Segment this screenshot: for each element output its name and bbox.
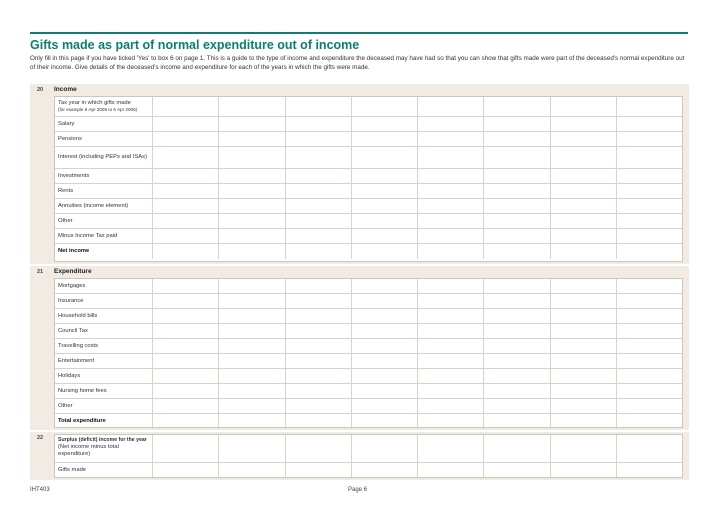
input-cell[interactable] — [219, 147, 285, 168]
input-cell[interactable] — [352, 369, 418, 383]
input-cell[interactable] — [418, 117, 484, 131]
input-cell[interactable] — [617, 169, 682, 183]
input-cell[interactable] — [153, 117, 219, 131]
row-label: Interest (including PEPs and ISAs) — [55, 147, 153, 168]
surplus-section — [30, 432, 689, 480]
input-cell[interactable] — [219, 279, 285, 293]
input-cell[interactable] — [219, 463, 285, 477]
input-cell[interactable] — [484, 324, 550, 338]
input-cell[interactable] — [153, 97, 219, 116]
input-cell[interactable] — [484, 214, 550, 228]
input-cell[interactable] — [617, 184, 682, 198]
header-rule — [30, 32, 688, 34]
input-cell[interactable] — [286, 294, 352, 308]
input-cell[interactable] — [418, 279, 484, 293]
input-cell[interactable] — [286, 414, 352, 429]
intro-text: Only fill in this page if you have ticked 'Yes' to box 6 on page 1. This is a guide to the type of income and expenditure the deceased may have had so that you can show that gifts made were part of the deceased's normal expenditure out of their income. Give details of the deceased's income and expenditure for each of the years in which the gifts were made. — [30, 55, 685, 71]
input-cell[interactable] — [551, 369, 617, 383]
table-row — [55, 229, 682, 244]
input-cell[interactable] — [617, 147, 682, 168]
input-cell[interactable] — [219, 229, 285, 243]
row-label: Other — [55, 214, 153, 228]
input-cell[interactable] — [286, 244, 352, 259]
table-row — [55, 339, 682, 354]
input-cell[interactable] — [617, 463, 682, 477]
input-cell[interactable] — [484, 117, 550, 131]
input-cell[interactable] — [352, 294, 418, 308]
input-cell[interactable] — [551, 279, 617, 293]
total-label: Net income — [55, 244, 153, 259]
input-cell[interactable] — [219, 214, 285, 228]
input-cell[interactable] — [153, 399, 219, 413]
input-cell[interactable] — [352, 309, 418, 323]
input-cell[interactable] — [617, 294, 682, 308]
section-number: 21 — [37, 269, 44, 275]
input-cell[interactable] — [219, 117, 285, 131]
input-cell[interactable] — [418, 435, 484, 462]
input-cell[interactable] — [153, 384, 219, 398]
input-cell[interactable] — [153, 169, 219, 183]
input-cell[interactable] — [352, 199, 418, 213]
input-cell[interactable] — [484, 309, 550, 323]
input-cell[interactable] — [153, 435, 219, 462]
tax-year-label: Tax year in which gifts made (for example 6 Apr 2005 to 5 Apr 2006) — [55, 97, 153, 116]
input-cell[interactable] — [286, 147, 352, 168]
input-cell[interactable] — [617, 229, 682, 243]
input-cell[interactable] — [286, 169, 352, 183]
input-cell[interactable] — [153, 309, 219, 323]
input-cell[interactable] — [219, 199, 285, 213]
row-label: Entertainment — [55, 354, 153, 368]
input-cell[interactable] — [617, 214, 682, 228]
input-cell[interactable] — [352, 414, 418, 429]
input-cell[interactable] — [484, 184, 550, 198]
input-cell[interactable] — [219, 132, 285, 146]
table-row — [55, 279, 682, 294]
input-cell[interactable] — [551, 244, 617, 259]
row-label: Pensions — [55, 132, 153, 146]
input-cell[interactable] — [484, 229, 550, 243]
input-cell[interactable] — [484, 244, 550, 259]
section-title: Expenditure — [54, 268, 92, 275]
row-label: Council Tax — [55, 324, 153, 338]
row-label: Rents — [55, 184, 153, 198]
input-cell[interactable] — [484, 147, 550, 168]
section-number: 22 — [37, 435, 44, 441]
input-cell[interactable] — [551, 199, 617, 213]
input-cell[interactable] — [551, 384, 617, 398]
section-title: Income — [54, 86, 77, 93]
input-cell[interactable] — [219, 324, 285, 338]
input-cell[interactable] — [286, 463, 352, 477]
table-row — [55, 399, 682, 414]
input-cell[interactable] — [617, 354, 682, 368]
table-row — [55, 384, 682, 399]
input-cell[interactable] — [153, 339, 219, 353]
input-cell[interactable] — [418, 244, 484, 259]
input-cell[interactable] — [286, 229, 352, 243]
table-row — [55, 169, 682, 184]
input-cell[interactable] — [219, 339, 285, 353]
input-cell[interactable] — [153, 199, 219, 213]
input-cell[interactable] — [617, 199, 682, 213]
input-cell[interactable] — [617, 399, 682, 413]
input-cell[interactable] — [352, 244, 418, 259]
input-cell[interactable] — [286, 184, 352, 198]
table-row — [55, 132, 682, 147]
input-cell[interactable] — [352, 435, 418, 462]
input-cell[interactable] — [418, 169, 484, 183]
input-cell[interactable] — [153, 414, 219, 429]
input-cell[interactable] — [551, 435, 617, 462]
form-code: IHT403 — [30, 487, 50, 493]
input-cell[interactable] — [484, 169, 550, 183]
input-cell[interactable] — [484, 414, 550, 429]
input-cell[interactable] — [153, 184, 219, 198]
input-cell[interactable] — [286, 97, 352, 116]
input-cell[interactable] — [352, 147, 418, 168]
input-cell[interactable] — [551, 147, 617, 168]
input-cell[interactable] — [352, 279, 418, 293]
input-cell[interactable] — [352, 339, 418, 353]
input-cell[interactable] — [617, 414, 682, 429]
input-cell[interactable] — [418, 309, 484, 323]
input-cell[interactable] — [286, 214, 352, 228]
input-cell[interactable] — [617, 384, 682, 398]
input-cell[interactable] — [352, 354, 418, 368]
input-cell[interactable] — [352, 463, 418, 477]
input-cell[interactable] — [286, 199, 352, 213]
input-cell[interactable] — [286, 369, 352, 383]
table-row — [55, 97, 682, 117]
input-cell[interactable] — [219, 184, 285, 198]
input-cell[interactable] — [219, 384, 285, 398]
input-cell[interactable] — [617, 324, 682, 338]
input-cell[interactable] — [219, 354, 285, 368]
input-cell[interactable] — [617, 117, 682, 131]
input-cell[interactable] — [153, 214, 219, 228]
input-cell[interactable] — [352, 97, 418, 116]
input-cell[interactable] — [484, 463, 550, 477]
input-cell[interactable] — [551, 324, 617, 338]
input-cell[interactable] — [551, 117, 617, 131]
input-cell[interactable] — [551, 463, 617, 477]
input-cell[interactable] — [617, 339, 682, 353]
input-cell[interactable] — [352, 169, 418, 183]
input-cell[interactable] — [418, 199, 484, 213]
input-cell[interactable] — [484, 199, 550, 213]
table-row — [55, 184, 682, 199]
table-row — [55, 117, 682, 132]
input-cell[interactable] — [551, 184, 617, 198]
total-label: Total expenditure — [55, 414, 153, 429]
input-cell[interactable] — [153, 354, 219, 368]
input-cell[interactable] — [352, 117, 418, 131]
input-cell[interactable] — [617, 279, 682, 293]
input-cell[interactable] — [219, 399, 285, 413]
input-cell[interactable] — [551, 399, 617, 413]
input-cell[interactable] — [617, 435, 682, 462]
row-label: Travelling costs — [55, 339, 153, 353]
input-cell[interactable] — [418, 369, 484, 383]
table-row — [55, 463, 682, 477]
input-cell[interactable] — [352, 384, 418, 398]
input-cell[interactable] — [551, 414, 617, 429]
income-grid — [54, 96, 683, 262]
input-cell[interactable] — [617, 369, 682, 383]
input-cell[interactable] — [286, 384, 352, 398]
input-cell[interactable] — [352, 184, 418, 198]
input-cell[interactable] — [418, 339, 484, 353]
table-row — [55, 147, 682, 169]
input-cell[interactable] — [219, 309, 285, 323]
input-cell[interactable] — [219, 294, 285, 308]
gifts-made-label: Gifts made — [55, 463, 153, 477]
input-cell[interactable] — [286, 132, 352, 146]
input-cell[interactable] — [153, 244, 219, 259]
input-cell[interactable] — [153, 147, 219, 168]
input-cell[interactable] — [352, 229, 418, 243]
row-label: Investments — [55, 169, 153, 183]
table-row — [55, 324, 682, 339]
expenditure-section — [30, 266, 689, 430]
input-cell[interactable] — [352, 132, 418, 146]
input-cell[interactable] — [153, 229, 219, 243]
input-cell[interactable] — [617, 309, 682, 323]
input-cell[interactable] — [484, 279, 550, 293]
input-cell[interactable] — [484, 97, 550, 116]
input-cell[interactable] — [418, 214, 484, 228]
input-cell[interactable] — [418, 132, 484, 146]
input-cell[interactable] — [418, 97, 484, 116]
input-cell[interactable] — [352, 324, 418, 338]
table-row — [55, 199, 682, 214]
input-cell[interactable] — [418, 229, 484, 243]
input-cell[interactable] — [484, 339, 550, 353]
input-cell[interactable] — [418, 384, 484, 398]
row-label: Household bills — [55, 309, 153, 323]
input-cell[interactable] — [286, 309, 352, 323]
expenditure-grid — [54, 278, 683, 428]
input-cell[interactable] — [286, 324, 352, 338]
table-row — [55, 369, 682, 384]
row-label: Nursing home fees — [55, 384, 153, 398]
input-cell[interactable] — [418, 463, 484, 477]
input-cell[interactable] — [551, 169, 617, 183]
row-label: Mortgages — [55, 279, 153, 293]
input-cell[interactable] — [219, 169, 285, 183]
input-cell[interactable] — [484, 369, 550, 383]
input-cell[interactable] — [484, 294, 550, 308]
input-cell[interactable] — [153, 463, 219, 477]
table-row — [55, 244, 682, 259]
input-cell[interactable] — [286, 435, 352, 462]
input-cell[interactable] — [484, 435, 550, 462]
table-row — [55, 435, 682, 463]
row-label: Holidays — [55, 369, 153, 383]
surplus-grid — [54, 434, 683, 478]
row-label: Salary — [55, 117, 153, 131]
input-cell[interactable] — [286, 399, 352, 413]
input-cell[interactable] — [219, 97, 285, 116]
section-number: 20 — [37, 87, 44, 93]
table-row — [55, 354, 682, 369]
input-cell[interactable] — [551, 309, 617, 323]
input-cell[interactable] — [551, 214, 617, 228]
row-label: Other — [55, 399, 153, 413]
input-cell[interactable] — [484, 354, 550, 368]
table-row — [55, 309, 682, 324]
input-cell[interactable] — [153, 369, 219, 383]
page-title: Gifts made as part of normal expenditure out of income — [30, 38, 360, 52]
input-cell[interactable] — [418, 184, 484, 198]
input-cell[interactable] — [286, 339, 352, 353]
input-cell[interactable] — [418, 354, 484, 368]
input-cell[interactable] — [286, 354, 352, 368]
input-cell[interactable] — [153, 294, 219, 308]
row-label: Annuities (income element) — [55, 199, 153, 213]
row-label: Minus Income Tax paid — [55, 229, 153, 243]
input-cell[interactable] — [153, 279, 219, 293]
input-cell[interactable] — [551, 229, 617, 243]
input-cell[interactable] — [153, 324, 219, 338]
input-cell[interactable] — [484, 132, 550, 146]
surplus-label: Surplus (deficit) income for the year (Net income minus total expenditure) — [55, 435, 153, 462]
input-cell[interactable] — [418, 294, 484, 308]
input-cell[interactable] — [418, 414, 484, 429]
input-cell[interactable] — [551, 354, 617, 368]
input-cell[interactable] — [352, 399, 418, 413]
input-cell[interactable] — [484, 399, 550, 413]
input-cell[interactable] — [352, 214, 418, 228]
input-cell[interactable] — [484, 384, 550, 398]
input-cell[interactable] — [418, 399, 484, 413]
input-cell[interactable] — [286, 279, 352, 293]
input-cell[interactable] — [153, 132, 219, 146]
table-row — [55, 214, 682, 229]
input-cell[interactable] — [418, 147, 484, 168]
row-label: Insurance — [55, 294, 153, 308]
input-cell[interactable] — [219, 369, 285, 383]
input-cell[interactable] — [617, 97, 682, 116]
input-cell[interactable] — [551, 97, 617, 116]
input-cell[interactable] — [286, 117, 352, 131]
input-cell[interactable] — [551, 339, 617, 353]
income-section — [30, 84, 689, 264]
input-cell[interactable] — [418, 324, 484, 338]
input-cell[interactable] — [617, 132, 682, 146]
input-cell[interactable] — [219, 435, 285, 462]
table-row — [55, 294, 682, 309]
input-cell[interactable] — [551, 294, 617, 308]
input-cell[interactable] — [617, 244, 682, 259]
page-number: Page 6 — [348, 487, 368, 493]
input-cell[interactable] — [219, 414, 285, 429]
table-row — [55, 414, 682, 429]
input-cell[interactable] — [219, 244, 285, 259]
input-cell[interactable] — [551, 132, 617, 146]
